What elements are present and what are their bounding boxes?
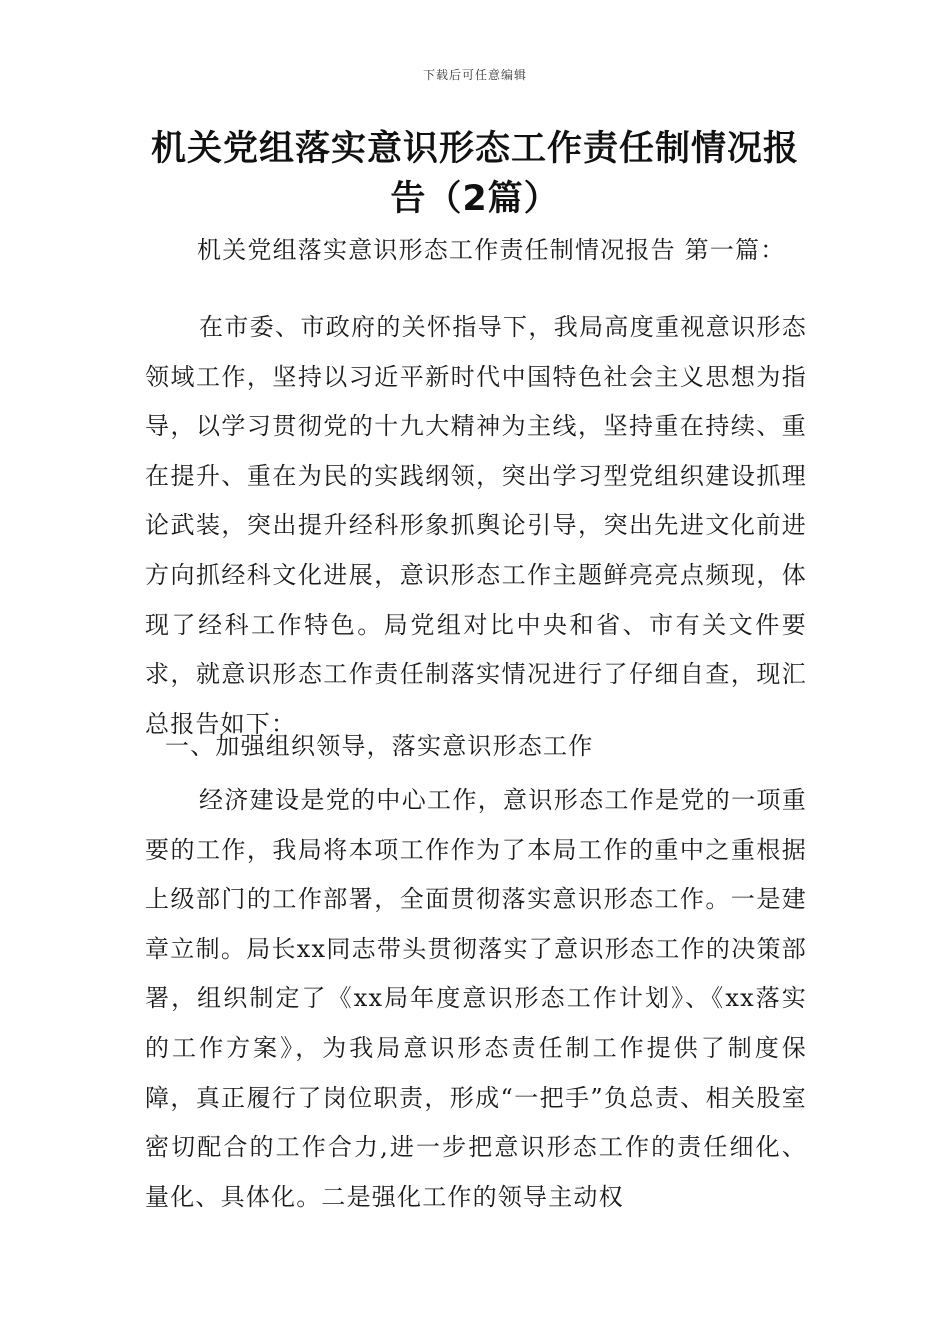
- paragraph-intro: 在市委、市政府的关怀指导下，我局高度重视意识形态领域工作，坚持以习近平新时代中国特色社会主义思想为指导，以学习贯彻党的十九大精神为主线，坚持重在持续、重在提升、重在为民的实践纲领，突出学习型党组织建设抓理论武装，突出提升经科形象抓舆论引导，突出先进文化前进方向抓经科文化进展，意识形态工作主题鲜亮亮点频现，体现了经科工作特色。局党组对比中央和省、市有关文件要求，就意识形态工作责任制落实情况进行了仔细自查，现汇总报告如下：: [145, 313, 807, 738]
- paragraph-section-one: 经济建设是党的中心工作，意识形态工作是党的一项重要的工作，我局将本项工作作为了本局工作的重中之重根据上级部门的工作部署，全面贯彻落实意识形态工作。一是建章立制。局长xx同志带头贯彻落实了意识形态工作的决策部署，组织制定了《xx局年度意识形态工作计划》、《xx落实的工作方案》，为我局意识形态责任制工作提供了制度保障，真正履行了岗位职责，形成“一把手”负总责、相关股室密切配合的工作合力,进一步把意识形态工作的责任细化、量化、具体化。二是强化工作的领导主动权: [145, 786, 807, 1211]
- document-subtitle: 机关党组落实意识形态工作责任制情况报告 第一篇：: [197, 236, 786, 264]
- section-heading: 一、加强组织领导，落实意识形态工作: [165, 732, 594, 760]
- header-note: 下载后可任意编辑: [422, 68, 527, 82]
- document-title: 机关党组落实意识形态工作责任制情况报告（2篇）: [150, 129, 799, 219]
